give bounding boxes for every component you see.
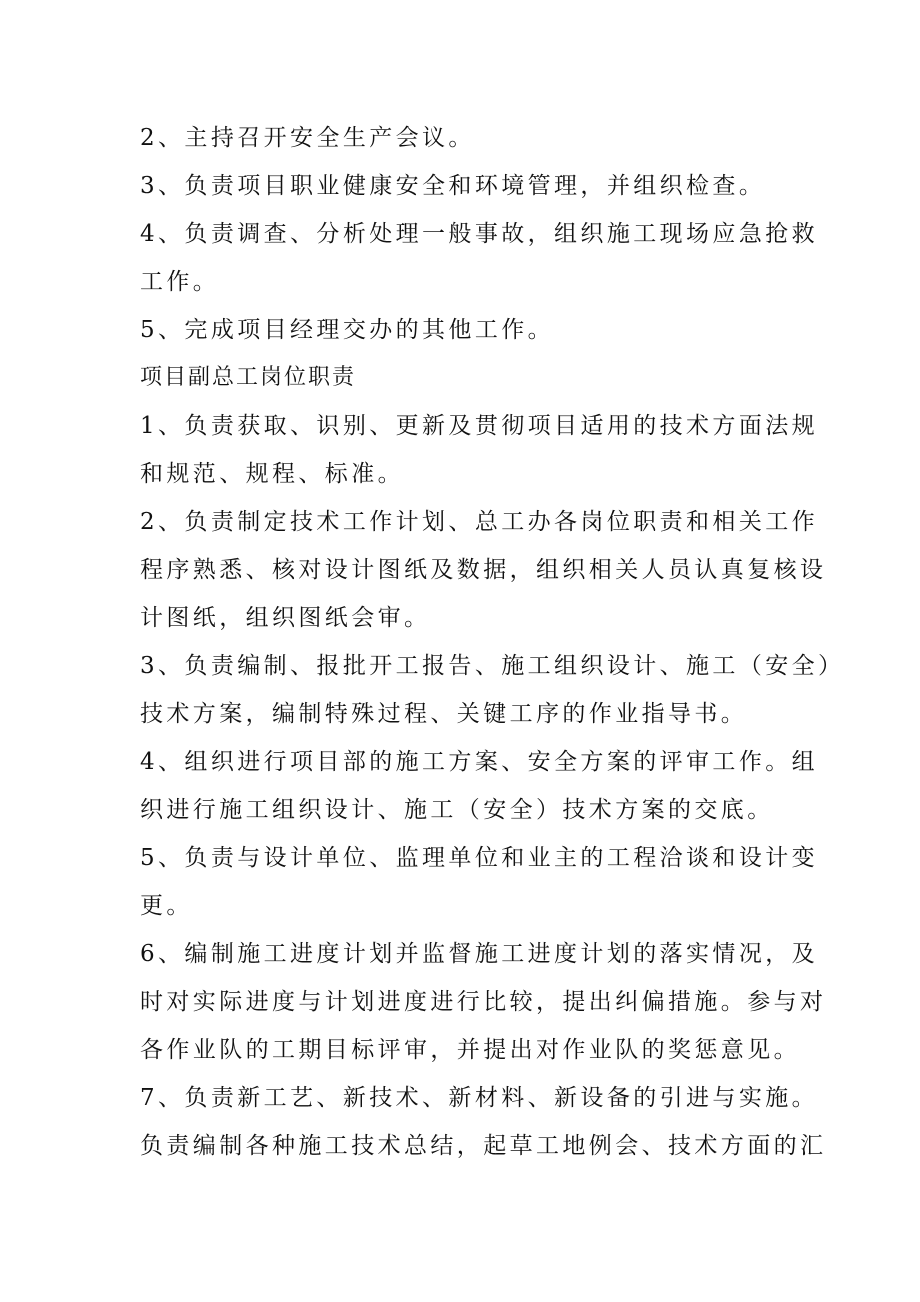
text-line: 4、组织进行项目部的施工方案、安全方案的评审工作。组 — [140, 749, 819, 775]
text-line: 4、负责调查、分析处理一般事故，组织施工现场应急抢救 — [140, 221, 819, 247]
text-line: 7、负责新工艺、新技术、新材料、新设备的引进与实施。 — [140, 1085, 819, 1111]
text-line: 和规范、规程、标准。 — [140, 461, 404, 487]
text-line: 3、负责编制、报批开工报告、施工组织设计、施工（安全） — [140, 653, 845, 679]
text-line: 更。 — [140, 893, 193, 919]
section-heading: 项目副总工岗位职责 — [140, 365, 357, 390]
text-line: 各作业队的工期目标评审，并提出对作业队的奖惩意见。 — [140, 1037, 800, 1063]
text-line: 2、负责制定技术工作计划、总工办各岗位职责和相关工作 — [140, 509, 819, 535]
text-line: 1、负责获取、识别、更新及贯彻项目适用的技术方面法规 — [140, 413, 819, 439]
text-line: 负责编制各种施工技术总结，起草工地例会、技术方面的汇 — [140, 1133, 827, 1159]
text-line: 计图纸，组织图纸会审。 — [140, 605, 431, 631]
text-line: 5、完成项目经理交办的其他工作。 — [140, 317, 555, 343]
text-line: 6、编制施工进度计划并监督施工进度计划的落实情况，及 — [140, 941, 819, 967]
text-line: 工作。 — [140, 269, 220, 295]
text-line: 织进行施工组织设计、施工（安全）技术方案的交底。 — [140, 797, 774, 823]
text-line: 5、负责与设计单位、监理单位和业主的工程洽谈和设计变 — [140, 845, 819, 871]
text-line: 3、负责项目职业健康安全和环境管理，并组织检查。 — [140, 173, 766, 199]
text-line: 时对实际进度与计划进度进行比较，提出纠偏措施。参与对 — [140, 989, 827, 1015]
text-line: 程序熟悉、核对设计图纸及数据，组织相关人员认真复核设 — [140, 557, 827, 583]
text-line: 技术方案，编制特殊过程、关键工序的作业指导书。 — [140, 701, 748, 727]
document-body — [140, 114, 845, 1170]
text-line: 2、主持召开安全生产会议。 — [140, 125, 475, 151]
